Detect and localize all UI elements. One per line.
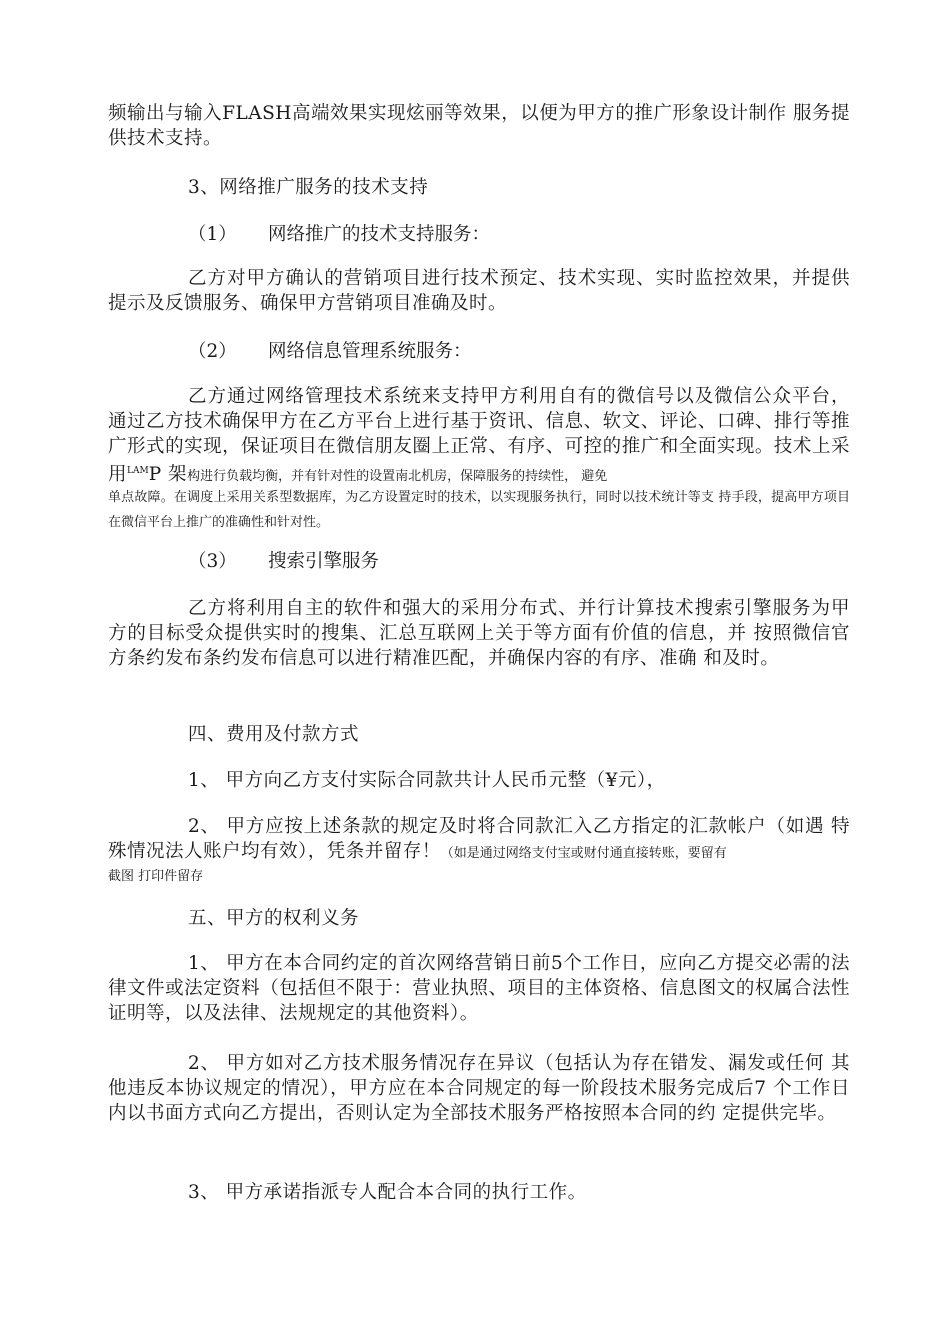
- heading-fees-payment: 四、费用及付款方式: [188, 724, 360, 745]
- subheading-1-title: 网络推广的技术支持服务：: [268, 224, 491, 245]
- info-management-main-text: 乙方通过网络管理技术系统来支持甲方利用自有的微信号以及微信公众平台，通过乙方技术确保甲方在乙方平台上进行基于资讯、信息、软文、评论、口碑、排行等推广形式的实现，保证项目在微信朋友圈上正常、有序、可控的推广和全面实现。技术上采用: [108, 386, 850, 485]
- lam-superscript: LAM: [127, 466, 149, 476]
- subheading-3-number: （3）: [188, 551, 237, 572]
- fee-clause-1: 1、 甲方向乙方支付实际合同款共计人民币元整（¥元），: [188, 770, 666, 791]
- info-management-small-tail: 构进行负载均衡，并有针对性的设置南北机房，保障服务的持续性， 避免: [187, 469, 608, 484]
- fee-clause-2-main: 2、 甲方应按上述条款的规定及时将合同款汇入乙方指定的汇款帐户（如遇 特殊情况法人账户均有效），凭条并留存！: [108, 816, 850, 862]
- fee-clause-2: [108, 814, 850, 866]
- subheading-3: [188, 549, 379, 574]
- paragraph-info-management-small: 单点故障。在调度上采用关系型数据库，为乙方设置定时的技术，以实现服务执行，同时以技术统计等支 持手段，提高甲方项目在微信平台上推广的准确性和针对性。: [108, 490, 850, 530]
- subheading-3-title: 搜索引擎服务: [268, 551, 380, 572]
- subheading-2: [188, 339, 472, 364]
- paragraph-marketing-support: 乙方对甲方确认的营销项目进行技术预定、技术实现、实时监控效果，并提供提示及反馈服务、确保甲方营销项目准确及时。: [108, 268, 850, 314]
- subheading-1-number: （1）: [188, 224, 237, 245]
- paragraph-info-management: [108, 384, 850, 489]
- heading-tech-support: 3、网络推广服务的技术支持: [188, 177, 429, 198]
- paragraph-search-engine: 乙方将利用自主的软件和强大的采用分布式、并行计算技术搜索引擎服务为甲方的目标受众提供实时的搜集、汇总互联网上关于等方面有价值的信息，并 按照微信官方条约发布条约发布信息可以进行精准匹配，并确保内容的有序、准确 和及时。: [108, 598, 850, 669]
- p-arch-text: P 架: [148, 464, 188, 485]
- heading-party-a-rights: 五、甲方的权利义务: [188, 908, 360, 929]
- fee-clause-2-note-continued: 截图 打印件留存: [108, 869, 204, 884]
- subheading-1: [188, 222, 490, 247]
- rights-clause-1: 1、 甲方在本合同约定的首次网络营销日前5个工作日，应向乙方提交必需的法律文件或法定资料（包括但不限于：营业执照、项目的主体资格、信息图文的权属合法性证明等，以及法律、法规规定的其他资料）。: [108, 953, 850, 1024]
- rights-clause-2: 2、 甲方如对乙方技术服务情况存在异议（包括认为存在错发、漏发或任何 其他违反本协议规定的情况），甲方应在本合同规定的每一阶段技术服务完成后7 个工作日内以书面方式向乙方提出，否则认定为全部技术服务严格按照本合同的约 定提供完毕。: [108, 1053, 850, 1124]
- paragraph-flash-effects: 频输出与输入FLASH高端效果实现炫丽等效果，以便为甲方的推广形象设计制作 服务提供技术支持。: [108, 103, 850, 149]
- rights-clause-3: 3、 甲方承诺指派专人配合本合同的执行工作。: [188, 1182, 587, 1203]
- subheading-2-number: （2）: [188, 341, 237, 362]
- subheading-2-title: 网络信息管理系统服务：: [268, 341, 472, 362]
- fee-clause-2-note: （如是通过网络支付宝或财付通直接转账，要留有: [440, 846, 727, 861]
